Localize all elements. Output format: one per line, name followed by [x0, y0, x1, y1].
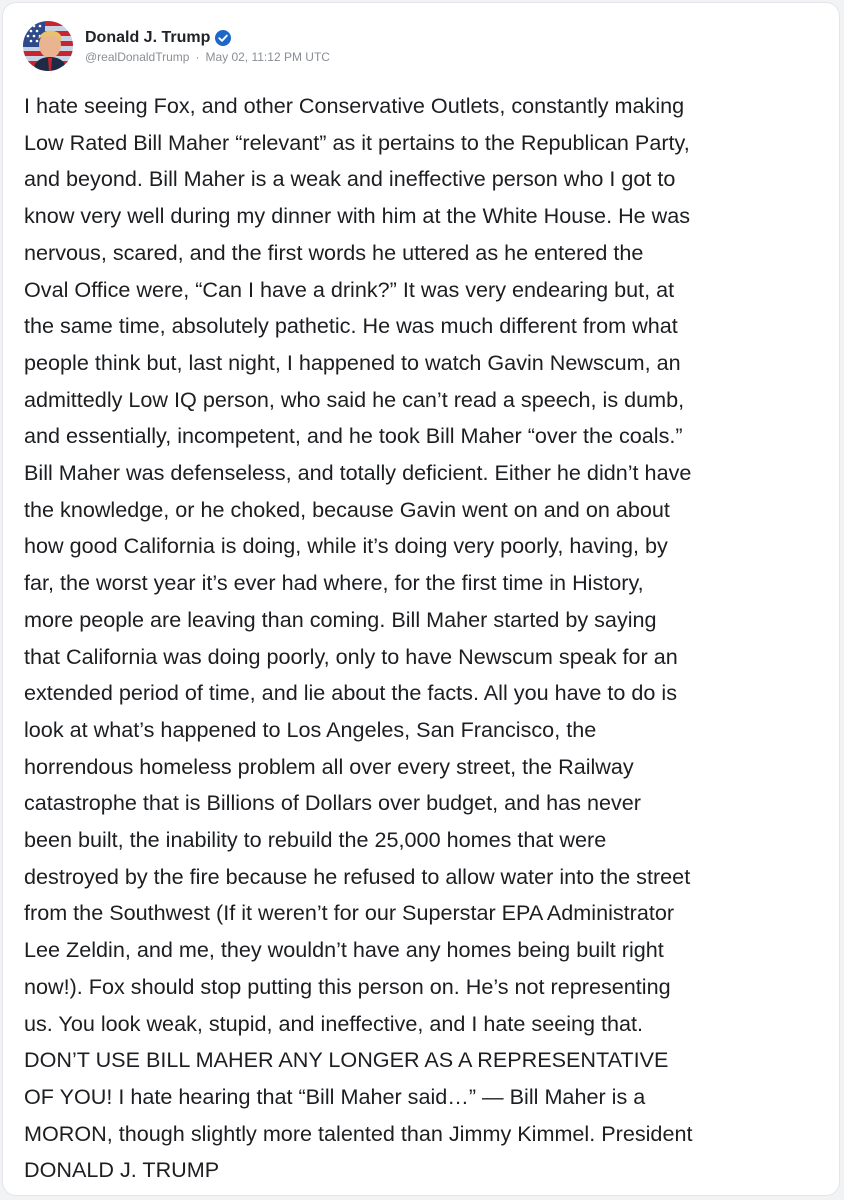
post-card	[2, 2, 840, 1196]
post-body-line: us. You look weak, stupid, and ineffective, and I hate seeing that.	[24, 1010, 644, 1036]
post-body-line: extended period of time, and lie about the facts. All you have to do is	[24, 680, 678, 706]
flag-portrait-avatar-icon	[23, 21, 73, 71]
post-body-line: and essentially, incompetent, and he took Bill Maher “over the coals.”	[24, 423, 683, 449]
post-body-line: DON’T USE BILL MAHER ANY LONGER AS A REPRESENTATIVE	[24, 1047, 669, 1073]
post-body-line: far, the worst year it’s ever had where, for the first time in History,	[24, 570, 644, 596]
author-name-row	[85, 29, 330, 47]
avatar[interactable]	[23, 21, 73, 71]
author-sub-row	[85, 50, 330, 64]
post-body-line: look at what’s happened to Los Angeles, San Francisco, the	[24, 716, 597, 742]
post-body-line: Oval Office were, “Can I have a drink?” It was very endearing but, at	[24, 276, 675, 302]
post-body-line: I hate seeing Fox, and other Conservative Outlets, constantly making	[24, 93, 685, 118]
verified-badge-icon	[215, 30, 231, 46]
post-body-line: from the Southwest (If it weren’t for our Superstar EPA Administrator	[24, 900, 675, 926]
post-body-line: nervous, scared, and the first words he uttered as he entered the	[24, 239, 644, 265]
post-body-line: people think but, last night, I happened to watch Gavin Newscum, an	[24, 349, 681, 375]
post-body-line: know very well during my dinner with him at the White House. He was	[24, 203, 691, 229]
post-body-line: Bill Maher was defenseless, and totally deficient. Either he didn’t have	[24, 460, 692, 486]
post-body-line: and beyond. Bill Maher is a weak and ineffective person who I got to	[24, 166, 676, 192]
author-meta	[85, 29, 330, 64]
meta-separator: ·	[195, 49, 200, 64]
post-body-line: that California was doing poorly, only to have Newscum speak for an	[24, 643, 678, 669]
post-body-line: catastrophe that is Billions of Dollars over budget, and has never	[24, 790, 641, 816]
post-body-line: horrendous homeless problem all over every street, the Railway	[24, 753, 634, 779]
post-body-line: admittedly Low IQ person, who said he can’t read a speech, is dumb,	[24, 386, 685, 412]
post-body-line: how good California is doing, while it’s doing very poorly, having, by	[24, 533, 668, 559]
post-body-line: Lee Zeldin, and me, they wouldn’t have any homes being built right	[24, 937, 664, 963]
post-body-line: been built, the inability to rebuild the 25,000 homes that were	[24, 827, 607, 853]
post-body-line: Low Rated Bill Maher “relevant” as it pertains to the Republican Party,	[24, 129, 690, 155]
post-body-line: now!). Fox should stop putting this person on. He’s not representing	[24, 973, 671, 999]
author-handle[interactable]: @realDonaldTrump	[85, 49, 190, 64]
post-body-line: DONALD J. TRUMP	[24, 1157, 220, 1183]
post-body	[24, 88, 829, 1189]
post-body-line: MORON, though slightly more talented than Jimmy Kimmel. President	[24, 1120, 693, 1146]
author-display-name[interactable]: Donald J. Trump	[85, 28, 211, 46]
post-body-line: more people are leaving than coming. Bill Maher started by saying	[24, 606, 657, 632]
post-header	[23, 19, 330, 73]
post-body-line: OF YOU! I hate hearing that “Bill Maher said…” — Bill Maher is a	[24, 1083, 646, 1109]
post-body-line: the knowledge, or he choked, because Gavin went on and on about	[24, 496, 670, 522]
post-body-line: destroyed by the fire because he refused to allow water into the street	[24, 863, 691, 889]
post-body-line: the same time, absolutely pathetic. He was much different from what	[24, 313, 678, 339]
post-timestamp[interactable]: May 02, 11:12 PM UTC	[205, 49, 330, 64]
